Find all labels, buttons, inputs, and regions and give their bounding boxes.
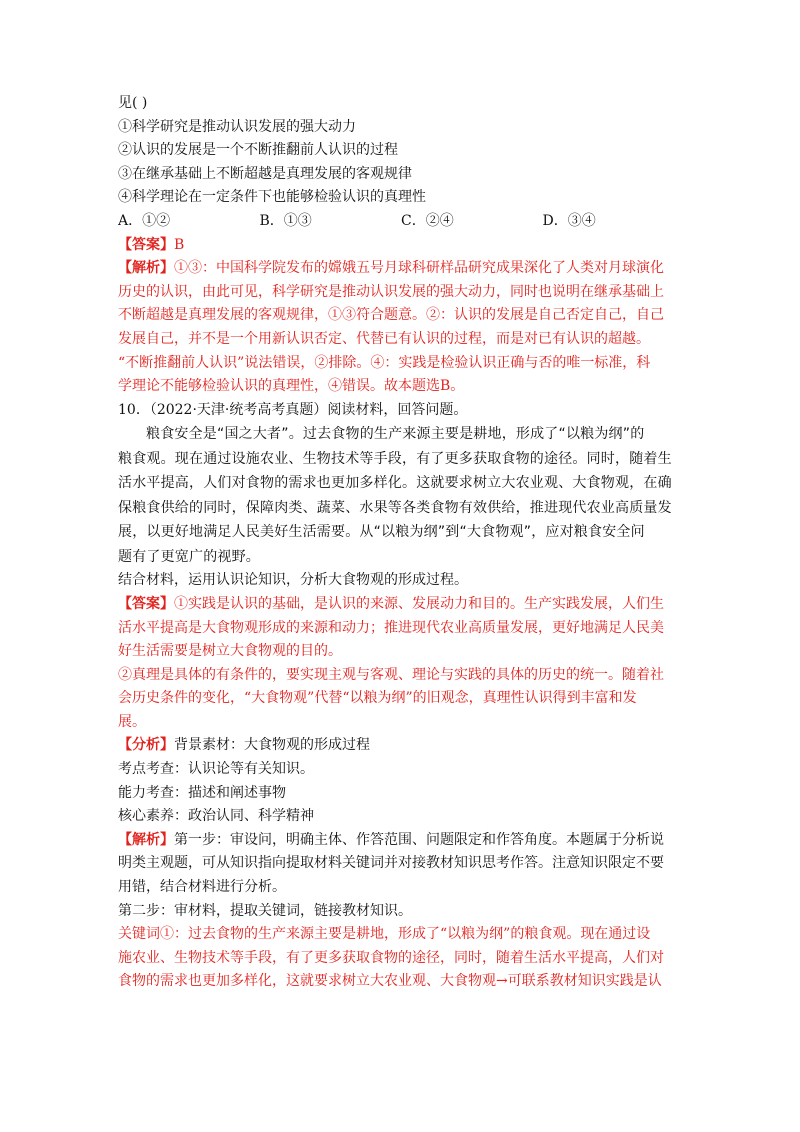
fenxi-line: [118, 734, 684, 758]
q10-answer-line-5: 会历史条件的变化，“大食物观”代替“以粮为纲”的旧观念，真理性认识得到丰富和发: [118, 690, 637, 707]
step-two-line: 第二步：审材料，提取关键词，链接教材知识。: [118, 902, 412, 919]
q10-answer-line-2: 活水平提高是大食物观形成的来源和动力；推进现代农业高质量发展，更好地满足人民美: [118, 619, 664, 636]
keyword-line-3: 食物的需求也更加多样化，这就要求树立大农业观、大食物观→可联系教材知识实践是认: [118, 973, 662, 990]
option-3: ③在继承基础上不断超越是真理发展的客观规律: [118, 165, 412, 182]
question-stem-tail: 见( ): [118, 95, 148, 111]
analysis-text: ①③：中国科学院发布的嫦娥五号月球科研样品研究成果深化了人类对月球演化: [174, 260, 664, 277]
question-10-header: 10．（2022·天津·统考高考真题）阅读材料，回答问题。: [118, 401, 468, 418]
q10-answer-line-1: [118, 593, 684, 617]
q10-answer-line-4: ②真理是具体的有条件的，要实现主观与客观、理论与实践的具体的历史的统一。随着社: [118, 666, 664, 683]
answer-choices: [118, 210, 684, 234]
fenxi-text: 背景素材：大食物观的形成过程: [174, 737, 370, 754]
passage-line-6: 题有了更宽广的视野。: [118, 548, 260, 565]
fenxi-tag: 【分析】: [118, 737, 174, 754]
analysis-line-2: 历史的认识，由此可见，科学研究是推动认识发展的强大动力，同时也说明在继承基础上: [118, 283, 664, 300]
passage-line-4: 保粮食供给的同时，保障肉类、蔬菜、水果等各类食物有效供给，推进现代农业高质量发: [118, 499, 672, 516]
q10-answer-tag: 【答案】: [118, 595, 174, 612]
analysis-line-1: [118, 257, 684, 281]
analysis-line-6: 学理论不能够检验认识的真理性，④错误。故本题选B。: [118, 378, 465, 395]
suyang-line: 核心素养：政治认同、科学精神: [118, 808, 314, 825]
answer-line: [118, 234, 684, 258]
option-1: ①科学研究是推动认识发展的强大动力: [118, 118, 356, 135]
analysis-line-5: “不断推翻前人认识”说法错误，②排除。④：实践是检验认识正确与否的唯一标准，科: [118, 354, 651, 371]
choice-d: D．③④: [542, 212, 596, 229]
question-prompt: 结合材料，运用认识论知识，分析大食物观的形成过程。: [118, 572, 468, 589]
q10-answer-text: ①实践是认识的基础，是认识的来源、发展动力和目的。生产实践发展，人们生: [174, 595, 664, 612]
jiexi-line-1: [118, 829, 684, 853]
analysis-line-4: 发展自己，并不是一个用新认识否定、代替已有认识的过程，而是对已有认识的超越。: [118, 330, 650, 347]
choice-a: A．①②: [118, 212, 171, 229]
choice-c: C．②④: [401, 212, 454, 229]
jiexi-line-2: 明类主观题，可从知识指向提取材料关键词并对接教材知识思考作答。注意知识限定不要: [118, 855, 664, 872]
nengli-line: 能力考查：描述和阐述事物: [118, 784, 286, 801]
keyword-line-2: 施农业、生物技术等手段，有了更多获取食物的途径，同时，随着生活水平提高，人们对: [118, 949, 664, 966]
passage-line-2: 粮食观。现在通过设施农业、生物技术等手段，有了更多获取食物的途径。同时，随着生: [118, 450, 672, 467]
jiexi-line-3: 用错，结合材料进行分析。: [118, 879, 286, 896]
answer-tag: 【答案】: [118, 236, 174, 253]
option-4: ④科学理论在一定条件下也能够检验认识的真理性: [118, 189, 426, 206]
analysis-tag: 【解析】: [118, 260, 174, 277]
passage-line-5: 展，以更好地满足人民美好生活需要。从“以粮为纲”到“大食物观”，应对粮食安全问: [118, 524, 645, 541]
passage-line-1: 粮食安全是“国之大者”。过去食物的生产来源主要是耕地，形成了“以粮为纲”的: [146, 426, 645, 443]
q10-answer-line-3: 好生活需要是树立大食物观的目的。: [118, 643, 342, 660]
kaodian-line: 考点考查：认识论等有关知识。: [118, 761, 314, 778]
analysis-line-3: 不断超越是真理发展的客观规律，①③符合题意。②：认识的发展是自己否定自己，自己: [118, 307, 664, 324]
jiexi-tag: 【解析】: [118, 831, 174, 848]
keyword-line-1: 关键词①：过去食物的生产来源主要是耕地，形成了“以粮为纲”的粮食观。现在通过设: [118, 926, 651, 943]
option-2: ②认识的发展是一个不断推翻前人认识的过程: [118, 142, 398, 159]
q10-answer-line-6: 展。: [118, 713, 146, 730]
reading-passage: [118, 422, 684, 569]
answer-value: B: [174, 236, 185, 253]
passage-line-3: 活水平提高，人们对食物的需求也更加多样化。这就要求树立大农业观、大食物观，在确: [118, 475, 672, 492]
choice-b: B．①③: [259, 212, 312, 229]
document-content: [118, 92, 684, 994]
jiexi-text: 第一步：审设问，明确主体、作答范围、问题限定和作答角度。本题属于分析说: [174, 831, 664, 848]
